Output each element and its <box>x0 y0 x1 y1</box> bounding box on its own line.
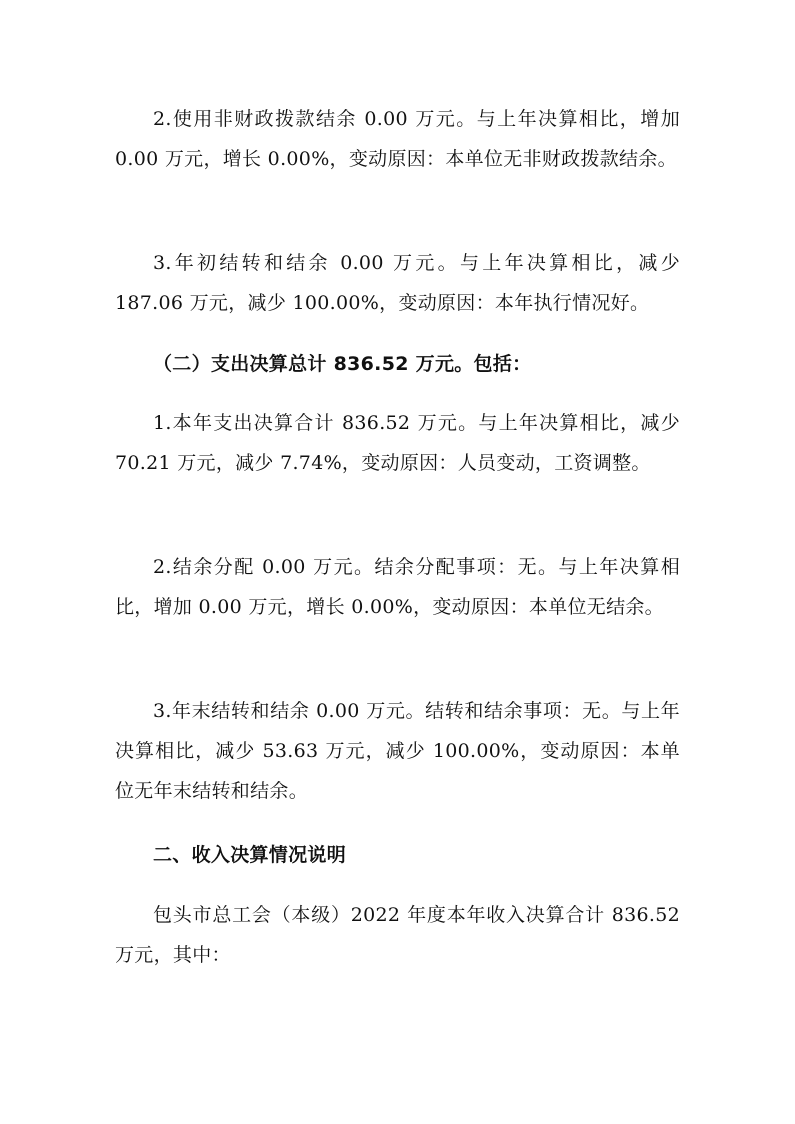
section-heading-expenditure-total: （二）支出决算总计 836.52 万元。包括： <box>153 353 532 375</box>
paragraph-closing-carryover: 3.年末结转和结余 0.00 万元。结转和结余事项：无。与上年决算相比，减少 53.63 万元，减少 100.00%，变动原因：本单位无年末结转和结余。 <box>115 700 680 802</box>
paragraph-current-expenditure: 1.本年支出决算合计 836.52 万元。与上年决算相比，减少 70.21 万元，减少 7.74%，变动原因：人员变动，工资调整。 <box>115 412 680 474</box>
paragraph-non-fiscal-balance: 2.使用非财政拨款结余 0.00 万元。与上年决算相比，增加 0.00 万元，增长 0.00%，变动原因：本单位无非财政拨款结余。 <box>115 108 680 170</box>
paragraph-opening-carryover: 3.年初结转和结余 0.00 万元。与上年决算相比，减少 187.06 万元，减少 100.00%，变动原因：本年执行情况好。 <box>115 252 680 314</box>
paragraph-income-total: 包头市总工会（本级）2022 年度本年收入决算合计 836.52 万元，其中： <box>115 904 680 966</box>
section-heading-income: 二、收入决算情况说明 <box>153 844 347 866</box>
paragraph-balance-distribution: 2.结余分配 0.00 万元。结余分配事项：无。与上年决算相比，增加 0.00 万元，增长 0.00%，变动原因：本单位无结余。 <box>115 556 680 618</box>
